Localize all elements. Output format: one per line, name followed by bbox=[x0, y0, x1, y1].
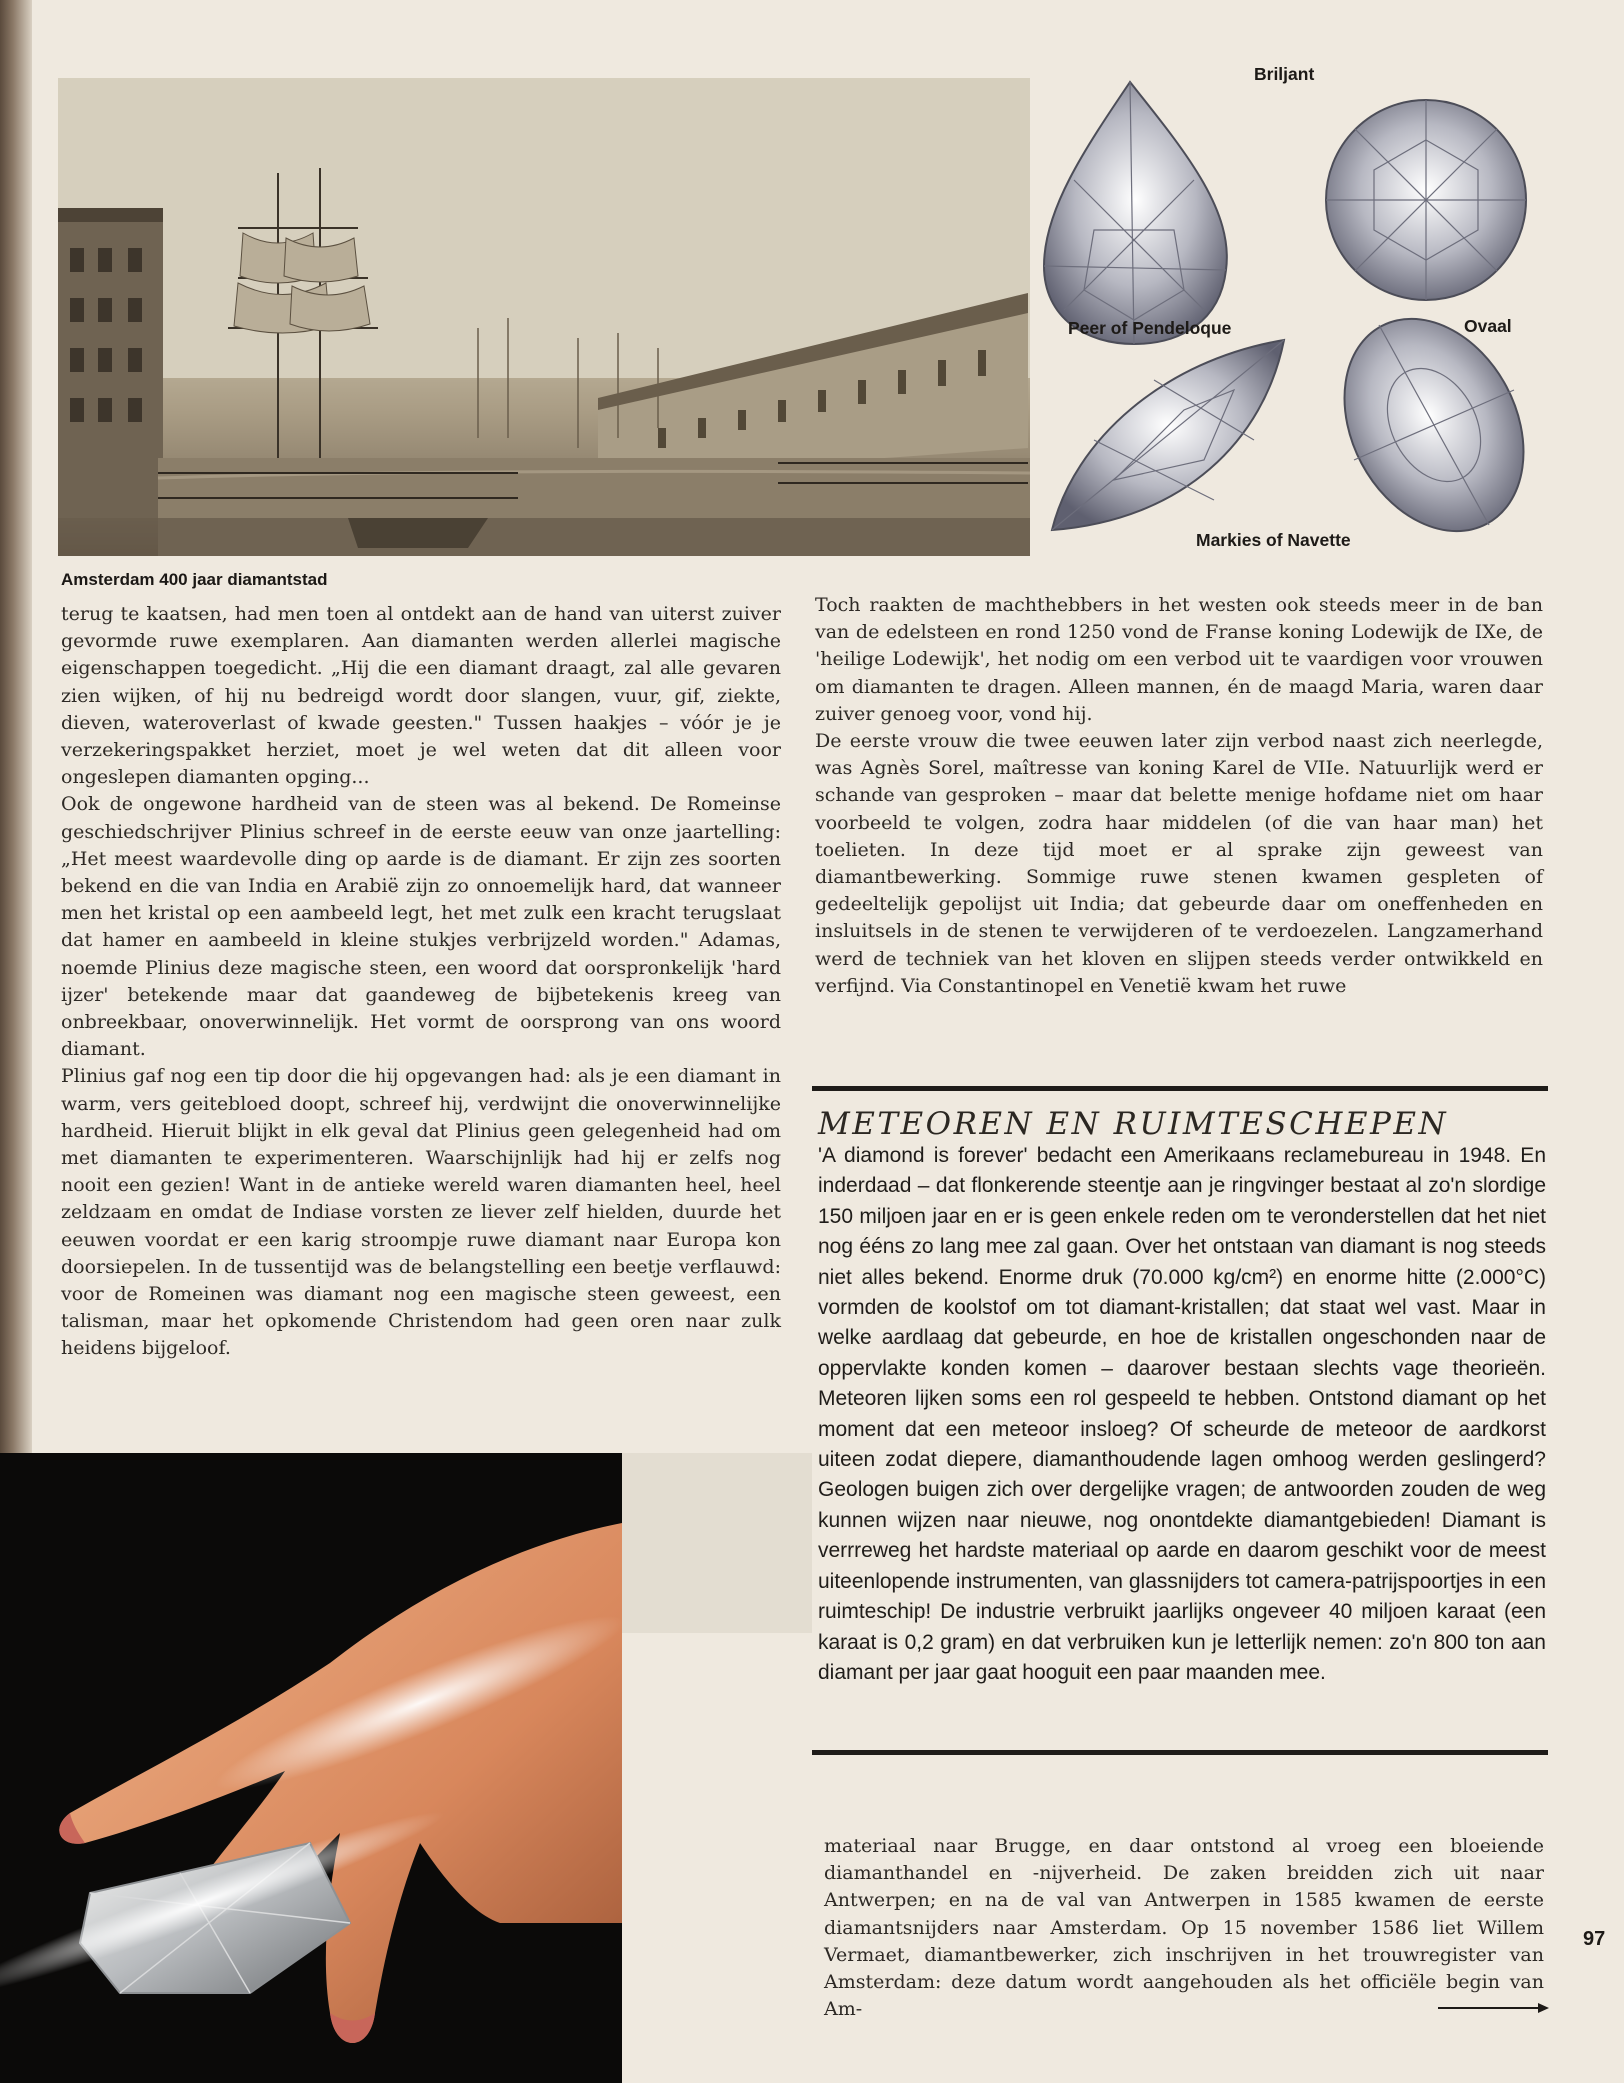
article-continuation bbox=[824, 1833, 1544, 2023]
sidebar-body: 'A diamond is forever' bedacht een Amerikaans reclamebureau in 1948. En inderdaad – dat flonkerende steentje aan je ringvinger bestaat al zo'n slordige 150 miljoen jaar en er is geen enkele reden om te veronderstellen dat het niet nog ééns zo lang mee zal gaan. Over het ontstaan van diamant is nog steeds niet alles bekend. Enorme druk (70.000 kg/cm²) en enorme hitte (2.000°C) vormden de koolstof om tot diamant-kristallen; dat staat wel vast. Maar in welke aardlaag dat gebeurde, en hoe de kristallen ongeschonden naar de oppervlakte konden komen – daarover bestaan slechts vage theorieën. Meteoren lijken soms een rol gespeeld te hebben. Ontstond diamant op het moment dat een meteoor insloeg? Of scheurde de meteoor de aardkorst uiteen zodat diepere, diamanthoudende lagen omhoog werden geslingerd? Geologen buigen zich over dergelijke vragen; de antwoorden zouden de weg kunnen wijzen naar nieuwe, nog onontdekte diamantgebieden! Diamant is verrreweg het hardste materiaal op aarde en daarom geschikt voor de meest uiteenlopende instrumenten, van glassnijders tot camera-patrijspoortjes in een ruimteschip! De industrie verbruikt jaarlijks ongeveer 40 miljoen karaat (een karaat is 0,2 gram) en dat verbruiken kun je letterlijk nemen: zo'n 800 ton aan diamant per jaar gaat hooguit een paar maanden mee. bbox=[818, 1144, 1546, 1684]
article-paragraph: Plinius gaf nog een tip door die hij opgevangen had: als je een diamant in warm, vers geitebloed doopt, schreef hij, verdwijnt die onoverwinnelijke hardheid. Hieruit blijkt in elk geval dat Plinius geen gelegenheid had om met diamanten te experimenteren. Waarschijnlijk had hij er zelfs nog nooit een gezien! Want in de antieke wereld waren diamanten heel, heel zeldzaam en omdat de Indiase vorsten ze liever zelf hielden, duurde het eeuwen voordat er een karig stroompje ruwe diamant naar Europa kon doorsiepelen. In de tussentijd was de belangstelling een beetje verflauwd: voor de Romeinen was diamant nog een magische steen geweest, een talisman, maar het opkomende Christendom had geen oren naar zulk heidens bijgeloof. bbox=[61, 1065, 781, 1360]
label-briljant: Briljant bbox=[1254, 64, 1315, 84]
hand-with-diamond-photo bbox=[0, 1453, 622, 2083]
label-markies-of-navette: Markies of Navette bbox=[1196, 530, 1351, 550]
label-peer-of-pendeloque: Peer of Pendeloque bbox=[1068, 318, 1232, 338]
faded-underlying-print bbox=[622, 1453, 812, 1633]
article-paragraph: materiaal naar Brugge, en daar ontstond al vroeg een bloeiende diamanthandel en -nijverheid. De zaken breidden zich uit naar Antwerpen; en na de val van Antwerpen in 1585 kwamen de eerste diamantsnijders naar Amsterdam. Op 15 november 1586 liet Willem Vermaet, diamantbewerker, zich inschrijven in het trouwregister van Amsterdam: deze datum wordt aangehouden als het officiële begin van Am- bbox=[824, 1835, 1544, 2021]
sidebar-title: METEOREN EN RUIMTESCHEPEN bbox=[818, 1106, 1449, 1142]
article-left-column bbox=[61, 601, 781, 1363]
article-paragraph: terug te kaatsen, had men toen al ontdekt aan de hand van uiterst zuiver gevormde ruwe exemplaren. Aan diamanten werden allerlei magische eigenschappen toegedicht. „Hij die een diamant draagt, zal alle gevaren zien wijken, of hij nu bedreigd wordt door slangen, vuur, gif, ziekte, dieven, wateroverlast of kwade geesten." Tussen haakjes – vóór je je verzekeringspakket herziet, moet je wel weten dat dit alleen voor ongeslepen diamanten opging... bbox=[61, 603, 781, 789]
page-number: 97 bbox=[1583, 1928, 1606, 1950]
sidebar-top-rule bbox=[812, 1086, 1548, 1091]
engraving-caption: Amsterdam 400 jaar diamantstad bbox=[61, 570, 328, 589]
article-paragraph: Toch raakten de machthebbers in het westen ook steeds meer in de ban van de edelsteen en rond 1250 vond de Franse koning Lodewijk de IXe, de 'heilige Lodewijk', het nodig om een verbod uit te vaardigen voor vrouwen om diamanten te dragen. Alleen mannen, én de maagd Maria, waren daar zuiver genoeg voor, vond hij. bbox=[815, 594, 1543, 725]
sidebar-bottom-rule bbox=[812, 1750, 1548, 1755]
label-ovaal: Ovaal bbox=[1464, 316, 1512, 336]
right-arrow-icon bbox=[1438, 2002, 1550, 2014]
brilliant-cut-diamond bbox=[1326, 100, 1526, 300]
article-right-column bbox=[815, 592, 1543, 1000]
article-paragraph: Ook de ongewone hardheid van de steen was al bekend. De Romeinse geschiedschrijver Plinius schreef in de eerste eeuw van onze jaartelling: „Het meest waardevolle ding op aarde is de diamant. Er zijn zes soorten bekend en die van India en Arabië zijn zo onnoemelijk hard, dat wanneer men het kristal op een aambeeld legt, het met zulk een kracht terugslaat dat hamer en aambeeld in kleine stukjes verbrijzeld worden." Adamas, noemde Plinius deze magische steen, een woord dat oorspronkelijk 'hard ijzer' betekende maar dat gaandeweg de bijbetekenis kreeg van onbreekbaar, onoverwinnelijk. Het vormt de oorsprong van ons woord diamant. bbox=[61, 793, 781, 1061]
marquise-cut-diamond bbox=[1052, 340, 1284, 530]
article-paragraph: De eerste vrouw die twee eeuwen later zijn verbod naast zich neerlegde, was Agnès Sorel, maîtresse van koning Karel de VIIe. Natuurlijk werd er schande van gesproken – maar dat belette menige hofdame niet om haar voorbeeld te volgen, zodra haar middelen (of die van haar man) het toelieten. In deze tijd moet er al sprake zijn geweest van diamantbewerking. Sommige ruwe stenen kwamen gespleten of gedeeltelijk gepolijst uit India; dat gebeurde daar om oneffenheden en insluitsels in de stenen te verwijderen of te verdoezelen. Langzamerhand werd de techniek van het kloven en slijpen steeds verder ontwikkeld en verfijnd. Via Constantinopel en Venetië kwam het ruwe bbox=[815, 730, 1543, 997]
gem-cuts-figure bbox=[1034, 60, 1554, 570]
pear-cut-diamond bbox=[1044, 82, 1227, 344]
oval-cut-diamond bbox=[1309, 288, 1554, 563]
amsterdam-harbor-engraving bbox=[58, 78, 1030, 556]
